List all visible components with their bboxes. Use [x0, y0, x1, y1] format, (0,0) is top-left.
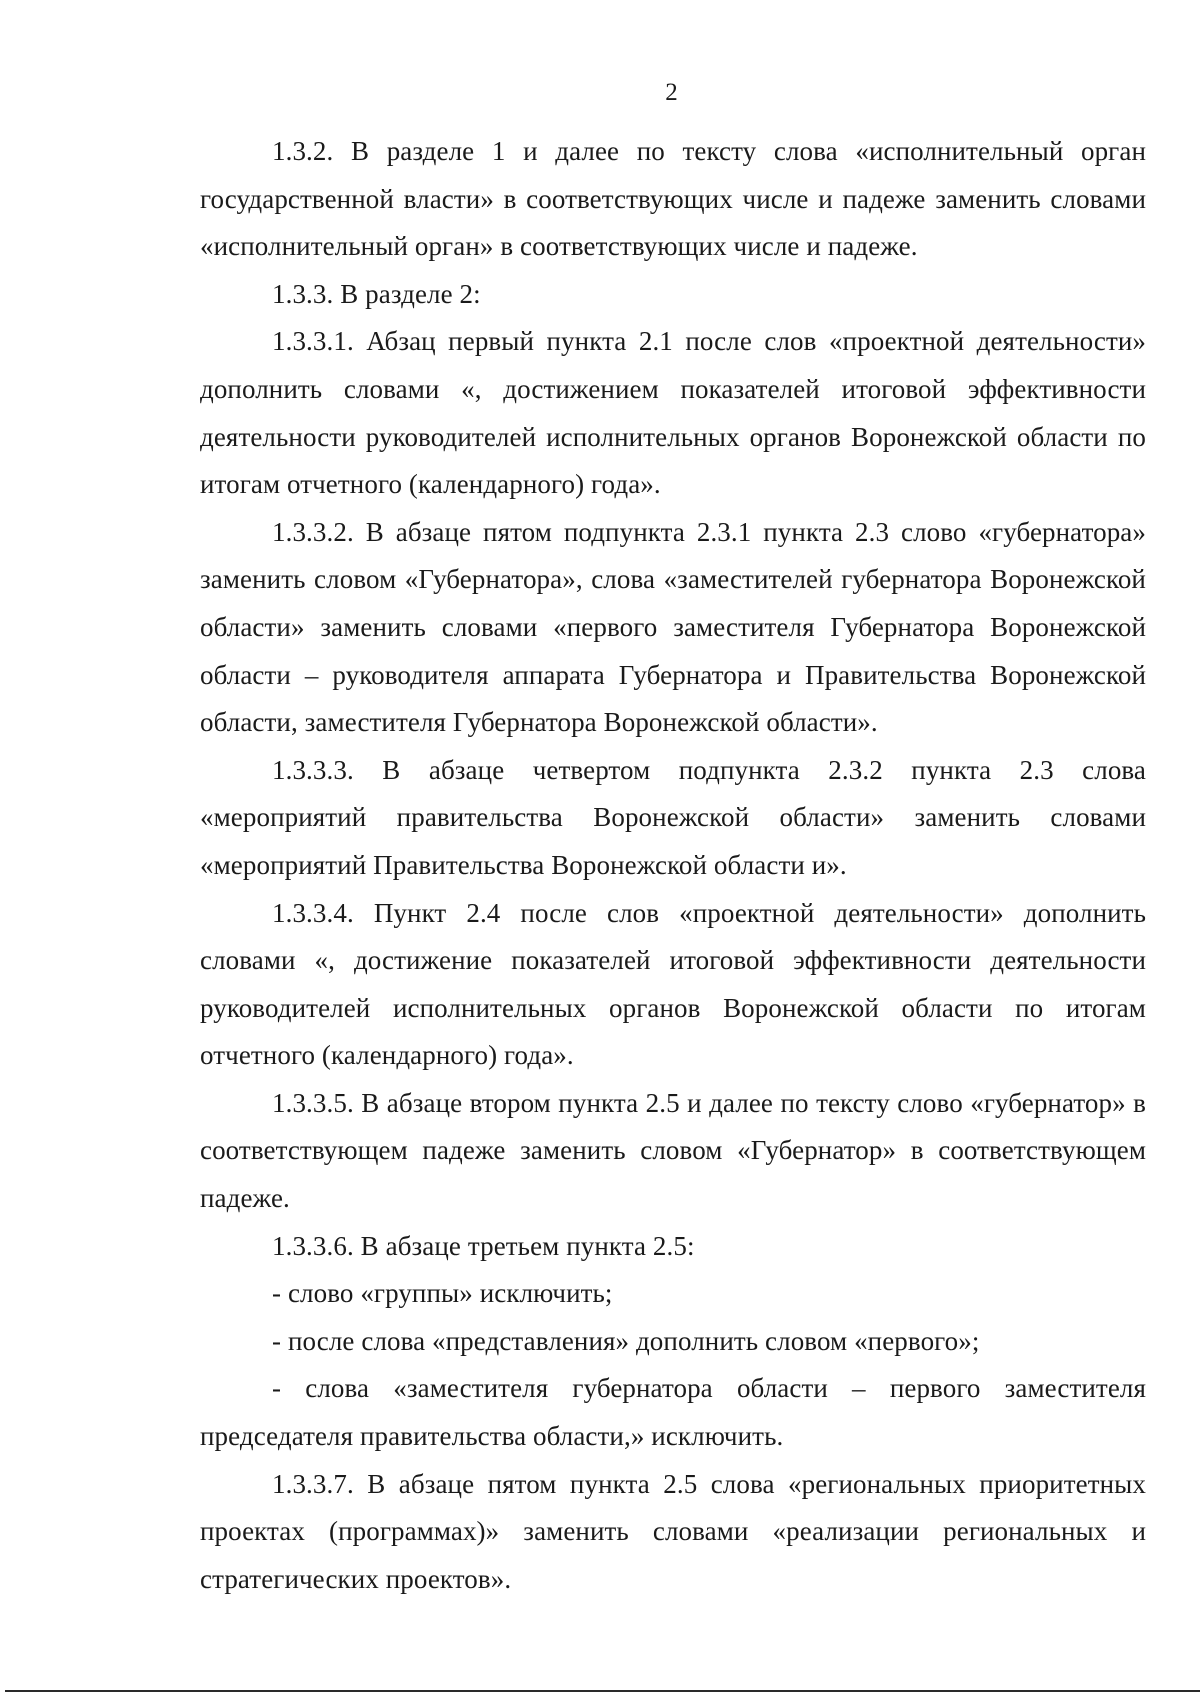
paragraph-1-3-3: 1.3.3. В разделе 2: [272, 278, 481, 309]
list-item-first: - после слова «представления» дополнить словом «первого»; [272, 1325, 980, 1356]
bottom-divider [5, 1690, 1200, 1692]
paragraph-1-3-3-1: 1.3.3.1. Абзац первый пункта 2.1 после слов «проектной деятельности» дополнить словами «, достижением показателей итоговой эффективности деятельности руководителей исполнительных органов Воронежской области по итогам отчетного (календарного) года». [200, 326, 1146, 500]
paragraph-1-3-3-5: 1.3.3.5. В абзаце втором пункта 2.5 и далее по тексту слово «губернатор» в соответствующем падеже заменить словом «Губернатор» в соответствующем падеже. [200, 1087, 1146, 1214]
paragraph-1-3-3-4: 1.3.3.4. Пункт 2.4 после слов «проектной деятельности» дополнить словами «, достижение показателей итоговой эффективности деятельности руководителей исполнительных органов Воронежской области по итогам отчетного (календарного) года». [200, 897, 1146, 1071]
list-item-group: - слово «группы» исключить; [272, 1278, 613, 1309]
paragraph-1-3-2: 1.3.2. В разделе 1 и далее по тексту слова «исполнительный орган государственной власти» в соответствующих числе и падеже заменить словами «исполнительный орган» в соответствующих числе и падеже. [200, 136, 1146, 262]
paragraph-1-3-3-6: 1.3.3.6. В абзаце третьем пункта 2.5: [272, 1230, 695, 1261]
document-body [200, 128, 1146, 1603]
paragraph-1-3-3-3: 1.3.3.3. В абзаце четвертом подпункта 2.3.2 пункта 2.3 слова «мероприятий правительства Воронежской области» заменить словами «мероприятий Правительства Воронежской области и». [200, 754, 1146, 880]
paragraph-1-3-3-2: 1.3.3.2. В абзаце пятом подпункта 2.3.1 пункта 2.3 слово «губернатора» заменить словом «Губернатора», слова «заместителей губернатора Воронежской области» заменить словами «первого заместителя Губернатора Воронежской области – руководителя аппарата Губернатора и Правительства Воронежской области, заместителя Губернатора Воронежской области». [200, 516, 1146, 738]
paragraph-1-3-3-7: 1.3.3.7. В абзаце пятом пункта 2.5 слова «региональных приоритетных проектах (программах)» заменить словами «реализации региональных и стратегических проектов». [200, 1468, 1146, 1594]
list-item-deputy: - слова «заместителя губернатора области – первого заместителя председателя правительства области,» исключить. [200, 1373, 1146, 1452]
page-number: 2 [665, 79, 678, 106]
